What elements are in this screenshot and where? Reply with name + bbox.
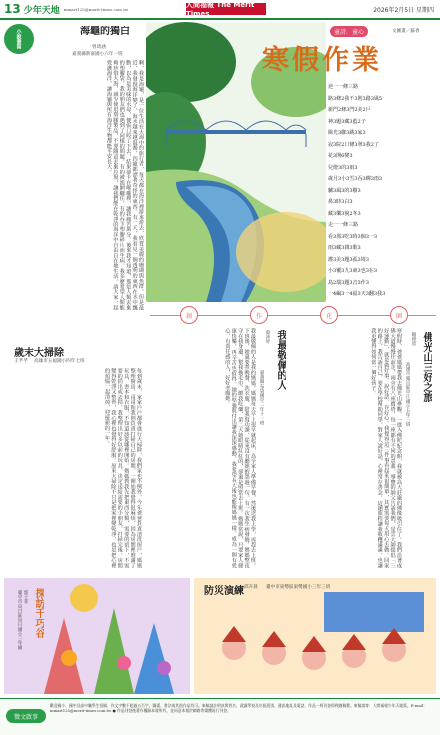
story4-author: 賴偉恩	[411, 332, 416, 346]
poem-line: 新門2條3門2美2戶	[328, 107, 371, 113]
poem-line: 路3條2我不3則3路3風5	[328, 95, 383, 102]
poem-line: 寂3院2口條3翠3我2了	[328, 141, 379, 148]
section-badge: 小說書寫	[4, 24, 34, 54]
newspaper-logo: 人間福報 The Merit Times	[186, 3, 266, 15]
poem-line: 鳥2瑞3題3音3作3	[328, 279, 369, 286]
footer-label: 徵文啟事	[6, 709, 46, 723]
poem-line: 驢3風3的3樹3	[328, 187, 361, 194]
story2-school: 高雄市五福國小四年七班	[34, 359, 85, 364]
column-tag: 花	[320, 306, 338, 324]
poem-line: 灌3美3題3孤3境3	[328, 256, 369, 263]
poem-line: 鼻3時3白3	[328, 199, 353, 205]
story3-author: 蔡沛妤	[265, 330, 270, 344]
drawing1-title: 探訪千巧谷	[33, 588, 44, 638]
section-title: 少年天地	[23, 5, 60, 16]
poem-line: 兒燈3的3雨3	[328, 164, 358, 171]
story3-title: 我最敬佩的人	[275, 330, 286, 390]
poem-line: 歲月3小3雪3吞3蟬3雨3	[328, 176, 383, 182]
story4-title: 佛光山三好之旅	[421, 332, 432, 402]
drawing2-school: 臺中市東勢區東勢國小三年三班	[266, 585, 331, 590]
poem-line: 藏3樂3貌2冬3	[328, 210, 361, 217]
page-header	[0, 0, 440, 20]
column-tag: 作	[250, 306, 268, 324]
story1-school: 嘉義縣新嘉國小六年一班	[72, 52, 123, 57]
drawing1-author: 郭子菲	[23, 590, 28, 604]
story4-school: 高雄市鳳山區中正國小五年三班	[405, 362, 410, 427]
poem-line: 小3覆3九3東3也3在3	[328, 268, 378, 274]
page-number: 13	[4, 2, 21, 16]
story3-body: 我最敬佩的人是我的媽媽。媽媽每天早上很早就起床，為全家人準備早餐，然後送我上學，再趕去上班。下班後，她還要煮晚餐、洗衣服、陪我寫功課，從來沒有聽她抱怨過一句。有一次我生病發燒，媽媽整夜守在我身邊，幫我換毛巾、餵我吃藥，第二天她眼睛紅紅的，卻還是照常去上班。媽媽常說，只要家人健康快樂，再辛苦也值得。她的堅強與付出讓我深深感動，我希望長大後也能像媽媽一樣，成為一個有愛心、有責任感的人，好好孝順她。	[224, 328, 256, 568]
poem-line: 看3那3吃3時3個3一3	[328, 233, 378, 240]
poem-title: 寒假作業	[262, 45, 382, 76]
column-tag: 園	[390, 306, 408, 324]
footer-text: 歡迎國小、國中及高中職學生投稿，作文字數不超過五百字，圖畫、書法或其他作品均可。來稿請註明真實姓名、就讀學校及年級班別、通訊地址及電話，作品一經刊登即致贈稿費。來稿請寄：人間福報少年天地版，E-mail：mmart125@merit-times.com.tw ● 作品刊登後著作權歸本報所有，並同意本報於網路等媒體再行刊登。	[50, 703, 427, 713]
drawing1-school: 臺中市烏日區烏日國小三年級	[17, 590, 22, 650]
story2-author: 王芊芊	[14, 359, 28, 364]
story1-title: 海龜的獨白	[80, 26, 130, 37]
story3-school: 嘉義縣布袋國中二年十一班	[259, 370, 264, 426]
drawing2-title: 防災演練	[204, 586, 244, 597]
column-heading	[150, 306, 436, 326]
poem-line: 神3題3藏3藍2子	[328, 118, 366, 125]
poem-line: 花3開6變3	[328, 153, 353, 159]
poem-line: 逆一一條三路	[328, 84, 359, 90]
poem-byline: 文圖畫／蘇香	[392, 29, 420, 34]
story1-body: 啊，我是海龜，是一位生活在大海中的旅行者，每天都在海洋裡游來游去，欣賞美麗的珊瑚與魚群。但是最近，我發現海洋變了，海水越來越混濁，四處都漂著奇怪的東西。有一天，我看見一個透明的東西在水中飄動，以為是美味的水母，便張口咬了下去，結果卻卡在喉嚨裡，讓我痛苦萬分。後來我才知道，那是人類丟棄的塑膠袋。我的朋友們也遇到了同樣的問題，有的被漁網纏住，有的吞下塑膠碎片而生病。我多麼希望人類能夠珍惜大海，減少使用塑膠製品，不要隨意丟棄垃圾，讓我們能在乾淨的海洋中自由自在地生活。請大家一起愛護海洋，讓海龜與所有海洋生物都能平安長大。	[105, 60, 144, 310]
story2-title: 歲末大掃除	[14, 348, 64, 359]
story1-author: 曾琦涵	[92, 45, 106, 50]
poem-line: 雨3藏3雜3歌3	[328, 245, 361, 251]
footer	[0, 698, 440, 735]
column-tag: 創	[180, 306, 198, 324]
story2-body: 每到歲末，家家戶戶都會進行大掃除，我們家也不例外。今年爸爸負責清洗窗戶，媽媽整理廚房，哥哥和我則負責打掃自己的房間。一開始我覺得很麻煩，因為房間裡堆滿了玩具、書本和衣服，不知道該從哪裡開始。媽媽教我先把東西分類，需要的留下，不需要的捐出或丟掉。我整理出好多以前的玩具，決定送給需要的小朋友。打掃完後，房間變得乾淨又整齊，我心裡也覺得好舒服。原來大掃除不只是把家裡變乾淨，也是把心裡的煩惱一起清掉，迎接新的一年。	[103, 368, 142, 568]
poem-category: 童詩．童心	[330, 26, 368, 37]
drawing2-author: 邱卉晨	[244, 585, 258, 590]
poem-lines	[328, 82, 436, 301]
poem-line: 一4編3一4福3天3翻3我3	[328, 291, 386, 297]
poem-line: 走一一條三路	[328, 222, 359, 228]
header-url: mmart125@merit-times.com.tw	[63, 6, 129, 12]
story4-body: 寒假時，爸爸媽媽帶我去佛光山參觀。一進入佛陀紀念館，我就被高大莊嚴的佛像吸引住了。我們沿著成佛大道慢慢往前走，兩旁有八座寶塔，每一座都有不同的意義。導覽的師父告訴我們，星雲大師提倡「三好運動」，就是做好事、說好話、存好心。我覺得這三件事看起來很簡單，其實需要每天用心去做。回家的路上，我告訴自己，要在學校幫助同學，對家人說好話，心裡常存善念。這趟旅程讓我收穫滿滿，也讓我更懂得如何當一個好孩子。	[370, 328, 402, 568]
poem-line: 陽光3聯3跳3家3	[328, 130, 366, 136]
issue-date: 2026年2月5日 星期四	[373, 7, 434, 14]
